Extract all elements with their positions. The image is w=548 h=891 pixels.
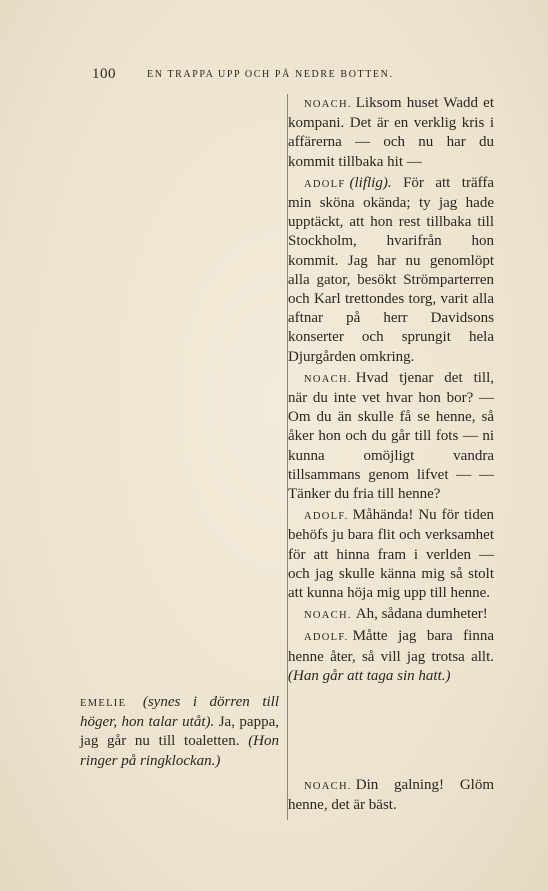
speech-noach-2: [288, 369, 494, 504]
right-column: [288, 94, 494, 688]
speaker-name: ADOLF.: [304, 511, 349, 523]
stage-direction: (Han går att taga sin hatt.): [288, 667, 451, 684]
running-head: EN TRAPPA UPP OCH PÅ NEDRE BOTTEN.: [147, 69, 394, 80]
speech-text: För att träffa min sköna okända; ty jag hade upptäckt, att hon rest tillbaka till Stockholm, hvarifrån hon kommit. Jag har nu genomlöpt alla gator, besökt Strömparterren och Karl trettondes torg, varit alla aftnar på herr Davidsons konserter och sprungit hela Djurgården omkring.: [288, 174, 495, 365]
speech-adolf-3: [288, 627, 494, 686]
speech-text: Ja, pappa, jag går nu till toaletten.: [80, 714, 279, 750]
speaker-name: NOACH.: [304, 610, 352, 622]
speaker-name: ADOLF: [304, 178, 346, 190]
speech-text: Hvad tjenar det till, när du inte vet hvar hon bor? — Om du än skulle få se henne, så åker hon och du går till fots — ni kunna omöjligt vandra tillsammans genom lifvet — — Tänker du fria till henne?: [288, 369, 494, 503]
speech-emelie: [80, 693, 279, 771]
right-column-bottom: [288, 776, 494, 817]
speaker-name: NOACH.: [304, 99, 352, 110]
stage-direction: (synes i dörren till höger, hon talar utåt).: [80, 694, 279, 731]
speech-adolf-2: [288, 506, 494, 603]
speaker-name: NOACH.: [304, 781, 352, 792]
speaker-name: ADOLF.: [304, 632, 349, 644]
left-column: [80, 693, 279, 773]
speech-text: Ah, sådana dumheter!: [355, 606, 488, 623]
speaker-name: EMELIE: [80, 698, 127, 709]
speech-text: Din galning! Glöm henne, det är bäst.: [288, 777, 494, 814]
speaker-name: NOACH.: [304, 373, 352, 385]
speech-noach-4: [288, 776, 494, 815]
stage-direction: (liflig).: [349, 174, 392, 191]
speech-noach-3: [288, 605, 494, 625]
stage-direction: (Hon ringer på ringklockan.): [80, 733, 280, 769]
page-header: [92, 66, 492, 84]
page-number: 100: [92, 66, 116, 82]
speech-text: Måtte jag bara finna henne åter, så vill jag trotsa allt.: [288, 628, 494, 665]
speech-text: Måhända! Nu för tiden behöfs ju bara flit och verksamhet för att hinna fram i verlden — och jag skulle känna mig så stolt att kunna höja mig upp till henne.: [288, 507, 494, 602]
speech-adolf-1: [288, 174, 494, 367]
speech-noach-1: [288, 94, 494, 172]
speech-text: Liksom huset Wadd et kompani. Det är en verklig kris i affärerna — och nu har du kommit tillbaka hit —: [288, 95, 494, 170]
